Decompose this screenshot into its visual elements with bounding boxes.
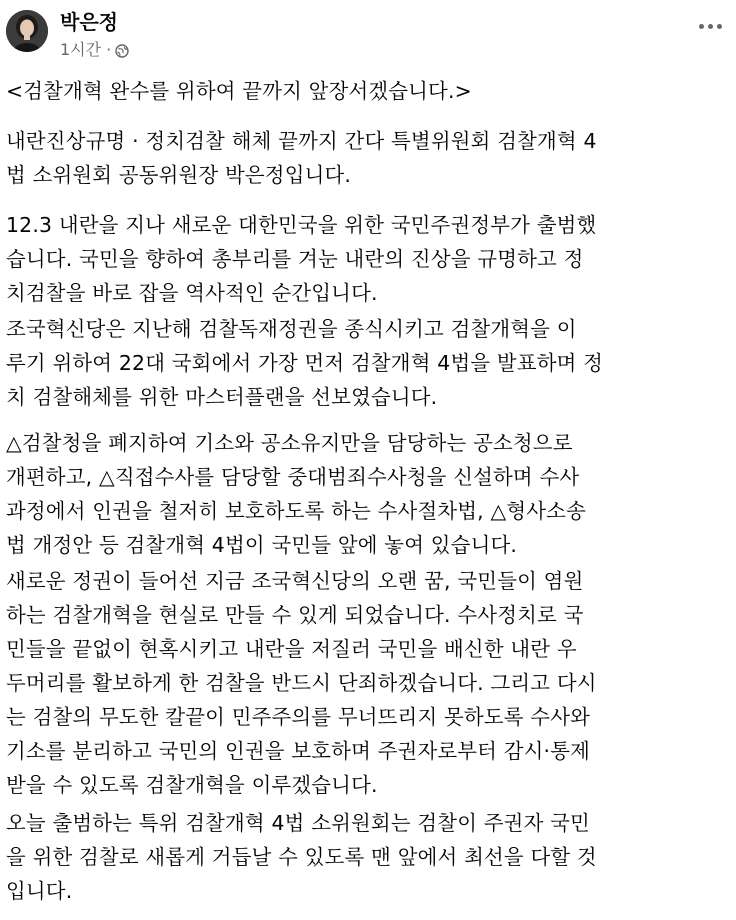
- post-paragraph-intro: [6, 124, 728, 192]
- text-line: 치 검찰해체를 위한 마스터플랜을 선보였습니다.: [6, 385, 438, 409]
- text-line: 입니다.: [6, 879, 73, 903]
- text-line: 기소를 분리하고 국민의 인권을 보호하며 주권자로부터 감시·통제: [6, 739, 590, 763]
- post-paragraph-2: [6, 208, 728, 310]
- post-header: [0, 0, 736, 70]
- more-options-button[interactable]: [692, 12, 728, 40]
- text-line: 민들을 끝없이 현혹시키고 내란을 저질러 국민을 배신한 내란 우: [6, 637, 577, 661]
- text-line: 내란진상규명 · 정치검찰 해체 끝까지 간다 특별위원회 검찰개혁 4: [6, 129, 597, 153]
- text-line: 받을 수 있도록 검찰개혁을 이루겠습니다.: [6, 773, 378, 797]
- text-line: 12.3 내란을 지나 새로운 대한민국을 위한 국민주권정부가 출범했: [6, 213, 597, 237]
- text-line: 루기 위하여 22대 국회에서 가장 먼저 검찰개혁 4법을 발표하며 정: [6, 351, 604, 375]
- text-line: 조국혁신당은 지난해 검찰독재정권을 종식시키고 검찰개혁을 이: [6, 317, 577, 341]
- text-line: 개편하고, △직접수사를 담당할 중대범죄수사청을 신설하며 수사: [6, 465, 580, 489]
- text-line: 법 소위원회 공동위원장 박은정입니다.: [6, 163, 352, 187]
- post-meta: [60, 40, 129, 60]
- text-line: 과정에서 인권을 철저히 보호하도록 하는 수사절차법, △형사소송: [6, 499, 586, 523]
- text-line: △검찰청을 폐지하여 기소와 공소유지만을 담당하는 공소청으로: [6, 431, 573, 455]
- post-paragraph-6: [6, 806, 728, 908]
- more-horizontal-icon: [699, 24, 722, 29]
- post-timestamp[interactable]: 1시간: [60, 40, 102, 59]
- text-line: <검찰개혁 완수를 위하여 끝까지 앞장서겠습니다.>: [6, 79, 472, 103]
- post-paragraph-5: [6, 564, 728, 802]
- text-line: 습니다. 국민을 향하여 총부리를 겨눈 내란의 진상을 규명하고 정: [6, 247, 584, 271]
- author-name[interactable]: 박은정: [60, 10, 118, 34]
- text-line: 오늘 출범하는 특위 검찰개혁 4법 소위원회는 검찰이 주권자 국민: [6, 811, 590, 835]
- text-line: 치검찰을 바로 잡을 역사적인 순간입니다.: [6, 281, 378, 305]
- text-line: 법 개정안 등 검찰개혁 4법이 국민들 앞에 놓여 있습니다.: [6, 533, 518, 557]
- post-paragraph-title: [6, 74, 728, 108]
- avatar-image: [6, 10, 48, 52]
- globe-icon[interactable]: [115, 43, 129, 57]
- post-paragraph-3: [6, 312, 728, 414]
- meta-separator: ·: [106, 40, 112, 59]
- post-paragraph-4: [6, 426, 728, 562]
- text-line: 두머리를 활보하게 한 검찰을 반드시 단죄하겠습니다. 그리고 다시: [6, 671, 597, 695]
- text-line: 는 검찰의 무도한 칼끝이 민주주의를 무너뜨리지 못하도록 수사와: [6, 705, 590, 729]
- author-avatar[interactable]: [6, 10, 48, 52]
- text-line: 하는 검찰개혁을 현실로 만들 수 있게 되었습니다. 수사정치로 국: [6, 603, 584, 627]
- text-line: 새로운 정권이 들어선 지금 조국혁신당의 오랜 꿈, 국민들이 염원: [6, 569, 584, 593]
- text-line: 을 위한 검찰로 새롭게 거듭날 수 있도록 맨 앞에서 최선을 다할 것: [6, 845, 597, 869]
